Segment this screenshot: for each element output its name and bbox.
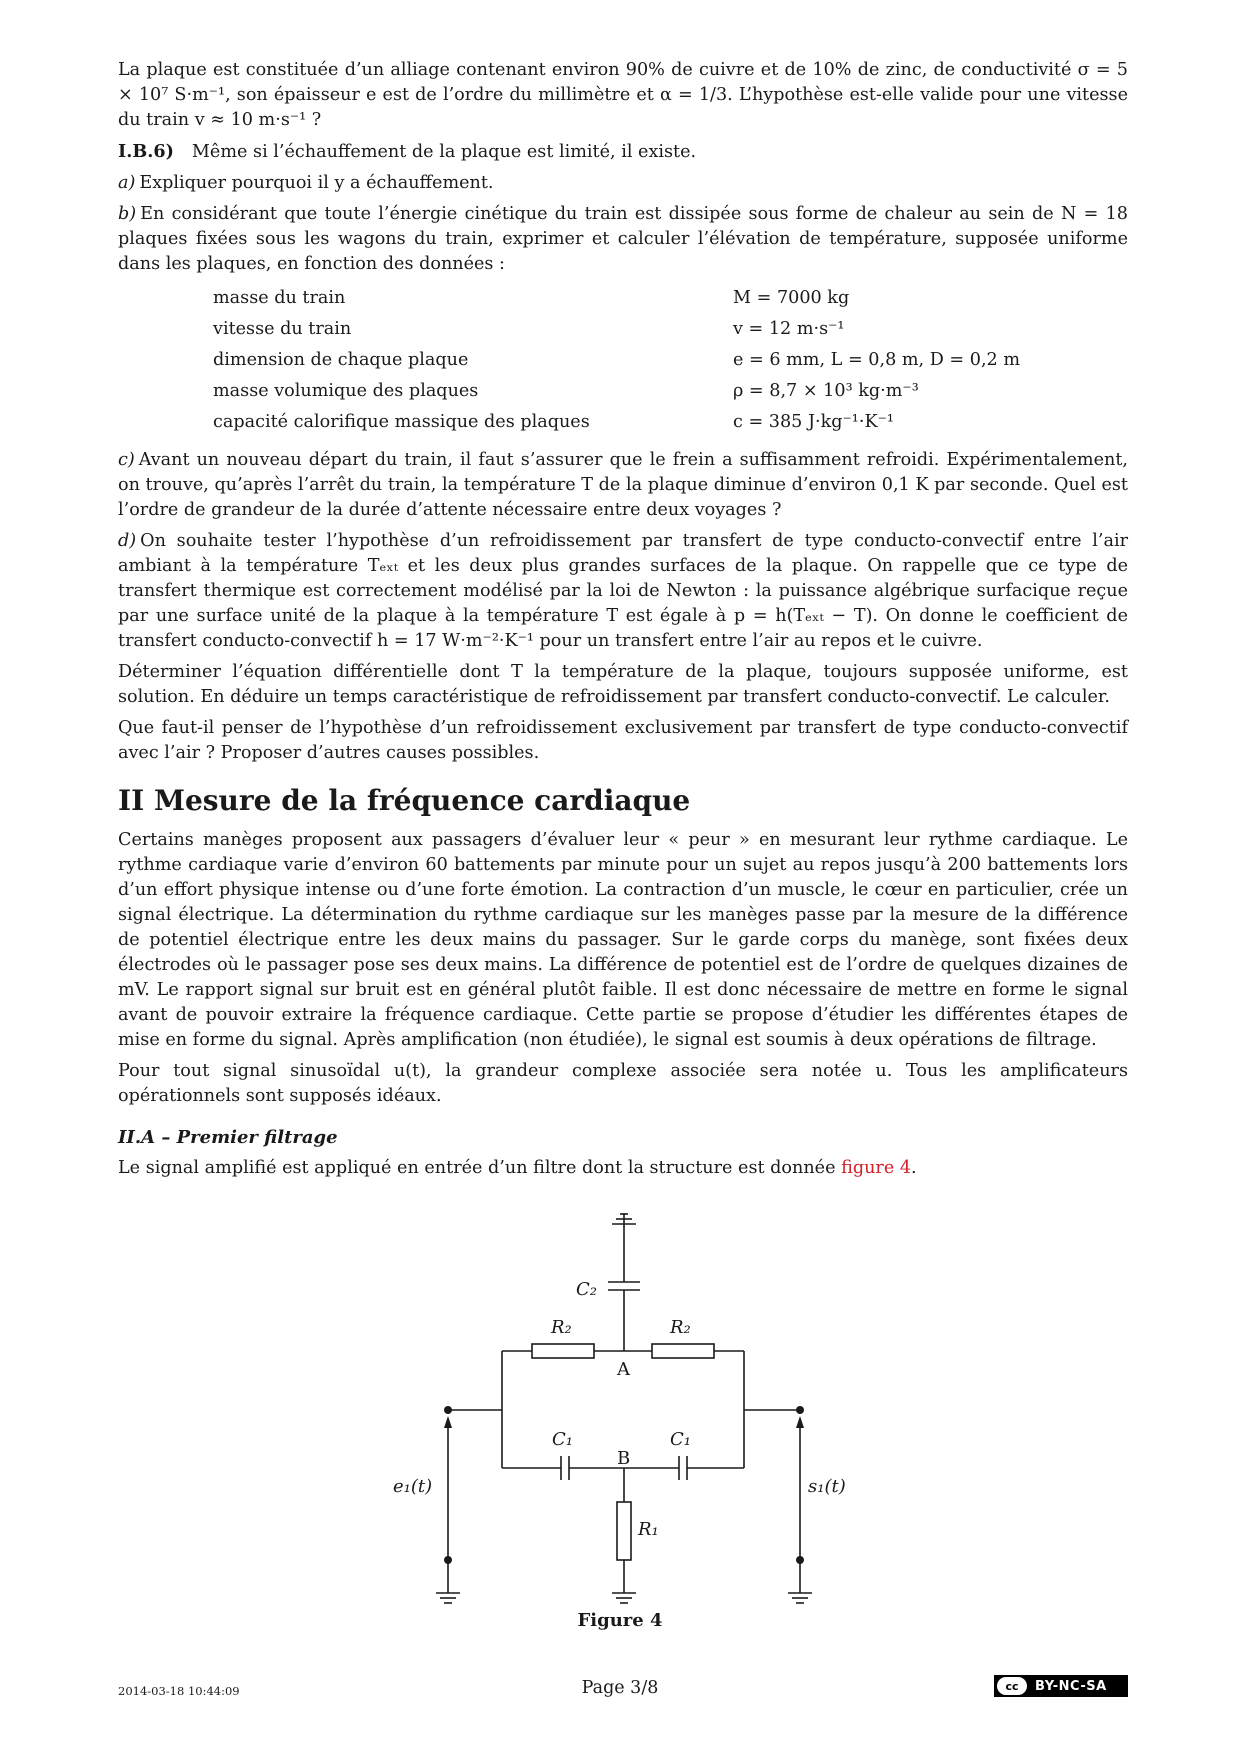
cc-icon: cc	[997, 1677, 1027, 1695]
input-terminal-top	[444, 1406, 452, 1414]
footer-page-number: Page 3/8	[581, 1678, 659, 1698]
question-ib6-text: Même si l’échauffement de la plaque est limité, il existe.	[191, 142, 697, 162]
label-node-a: A	[617, 1359, 630, 1380]
label-input: e₁(t)	[393, 1476, 433, 1497]
r2-left-resistor	[532, 1344, 594, 1358]
output-arrowhead	[796, 1416, 804, 1428]
label-output: s₁(t)	[808, 1476, 846, 1497]
output-terminal-top	[796, 1406, 804, 1414]
table-cell-value: c = 385 J·kg⁻¹·K⁻¹	[733, 412, 894, 432]
label-c2: C₂	[576, 1279, 597, 1300]
section-ii-paragraph-1: Certains manèges proposent aux passagers d’évaluer leur « peur » en mesurant leur rythme cardiaque. Le rythme cardiaque varie d’environ 60 battements par minute pour un sujet au repos jusqu’à 200 battements lors d’un effort physique intense ou d’une forte émotion. La contraction d’un muscle, le cœur en particulier, crée un signal électrique. La détermination du rythme cardiaque sur les manèges passe par la mesure de la différence de potentiel électrique entre les deux mains du passager. Sur le garde corps du manège, sont fixées deux électrodes où le passager pose ses deux mains. La différence de potentiel est de l’ordre de quelques dizaines de mV. Le rapport signal sur bruit est en général plutôt faible. Il est donc nécessaire de mettre en forme le signal avant de pouvoir extraire la fréquence cardiaque. Cette partie se propose d’étudier les différentes étapes de mise en forme du signal. Après amplification (non étudiée), le signal est soumis à deux opérations de filtrage.	[118, 830, 1128, 1050]
table-cell-value: M = 7000 kg	[733, 288, 850, 308]
table-cell-label: masse volumique des plaques	[213, 381, 479, 401]
part-a-label: a)	[118, 173, 136, 193]
section-ii-paragraph-2: Pour tout signal sinusoïdal u(t), la grandeur complexe associée sera notée u. Tous les amplificateurs opérationnels sont supposés idéaux.	[118, 1061, 1128, 1106]
label-r2-left: R₂	[551, 1317, 572, 1338]
input-arrowhead	[444, 1416, 452, 1428]
output-terminal-bottom	[796, 1556, 804, 1564]
table-cell-value: v = 12 m·s⁻¹	[733, 319, 845, 339]
part-b-label: b)	[118, 204, 137, 224]
paragraph-hypothesis: Que faut-il penser de l’hypothèse d’un refroidissement exclusivement par transfert de type conducto-convectif avec l’air ? Proposer d’autres causes possibles.	[118, 718, 1128, 763]
label-r1: R₁	[638, 1519, 659, 1540]
question-ib6-label: I.B.6)	[118, 141, 174, 162]
table-cell-label: vitesse du train	[213, 319, 352, 339]
subsection-iia-title: II.A – Premier filtrage	[118, 1127, 338, 1148]
section-ii-title: II Mesure de la fréquence cardiaque	[118, 784, 691, 817]
table-cell-value: e = 6 mm, L = 0,8 m, D = 0,2 m	[733, 350, 1021, 370]
r1-resistor	[617, 1502, 631, 1560]
table-cell-label: capacité calorifique massique des plaques	[213, 412, 590, 432]
r2-right-resistor	[652, 1344, 714, 1358]
label-r2-right: R₂	[670, 1317, 691, 1338]
part-c-label: c)	[118, 450, 135, 470]
figure-4-link[interactable]: figure 4	[841, 1158, 912, 1178]
paragraph-equation: Déterminer l’équation différentielle dont T la température de la plaque, toujours supposée uniforme, est solution. En déduire un temps caractéristique de refroidissement par transfert conducto-convectif. Le calculer.	[118, 662, 1128, 707]
intro-paragraph: La plaque est constituée d’un alliage contenant environ 90% de cuivre et de 10% de zinc, de conductivité σ = 5 × 10⁷ S·m⁻¹, son épaisseur e est de l’ordre du millimètre et α = 1/3. L’hypothèse est-elle valide pour une vitesse du train v ≈ 10 m·s⁻¹ ?	[118, 60, 1128, 130]
part-a-text: Expliquer pourquoi il y a échauffement.	[139, 173, 494, 193]
part-c-text: Avant un nouveau départ du train, il faut s’assurer que le frein a suffisamment refroidi. Expérimentalement, on trouve, qu’après l’arrêt du train, la température T de la plaque diminue d’environ 0,1 K par seconde. Quel est l’ordre de grandeur de la durée d’attente nécessaire entre deux voyages ?	[118, 450, 1128, 520]
part-b-text: En considérant que toute l’énergie cinétique du train est dissipée sous forme de chaleur au sein de N = 18 plaques fixées sous les wagons du train, exprimer et calculer l’élévation de température, supposée uniforme dans les plaques, en fonction des données :	[118, 204, 1128, 274]
label-c1-left: C₁	[552, 1429, 573, 1450]
label-node-b: B	[617, 1448, 631, 1469]
subsection-iia-text-before: Le signal amplifié est appliqué en entrée d’un filtre dont la structure est donnée	[118, 1158, 842, 1178]
label-c1-right: C₁	[670, 1429, 691, 1450]
table-cell-label: dimension de chaque plaque	[213, 350, 469, 370]
license-label: BY-NC-SA	[1035, 1678, 1107, 1694]
subsection-iia-text-after: .	[911, 1158, 917, 1178]
table-cell-value: ρ = 8,7 × 10³ kg·m⁻³	[733, 381, 919, 401]
input-terminal-bottom	[444, 1556, 452, 1564]
license-badge[interactable]	[994, 1675, 1128, 1697]
table-cell-label: masse du train	[213, 288, 346, 308]
footer-timestamp: 2014-03-18 10:44:09	[118, 1684, 240, 1698]
part-d-text: On souhaite tester l’hypothèse d’un refroidissement par transfert de type conducto-convectif entre l’air ambiant à la température Tₑₓₜ et les deux plus grandes surfaces de la plaque. On rappelle que ce type de transfert thermique est correctement modélisé par la loi de Newton : la puissance algébrique surfacique reçue par une surface unité de la plaque à la température T est égale à p = h(Tₑₓₜ − T). On donne le coefficient de transfert conducto-convectif h = 17 W·m⁻²·K⁻¹ pour un transfert entre l’air au repos et le cuivre.	[118, 531, 1128, 651]
part-d-label: d)	[118, 531, 137, 551]
figure-caption: Figure 4	[577, 1610, 663, 1631]
